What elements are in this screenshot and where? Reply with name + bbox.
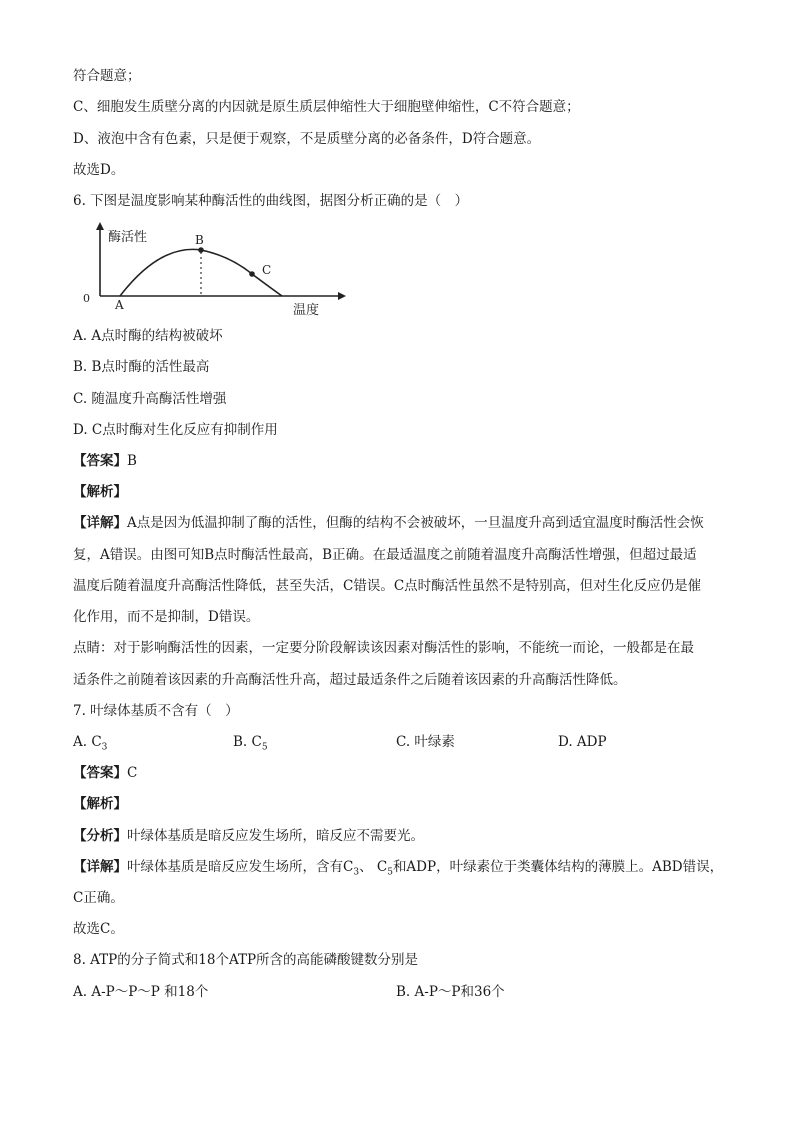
question-7-analysis-tag: 【解析】 [73,796,127,812]
x-axis-label: 温度 [293,303,320,318]
question-6-detail-line-3: 温度后随着温度升高酶活性降低，甚至失活，C错误。C点时酶活性虽然不是特别高，但对生化反应仍是催 [73,578,702,594]
question-7-option-c: C. 叶绿素 [396,734,455,750]
y-axis-label: 酶活性 [108,230,148,245]
question-7-answer [73,763,137,783]
answer-tag: 【答案】 [73,453,127,469]
detail-tag: 【详解】 [73,515,127,531]
fenxi-tag: 【分析】 [73,828,127,844]
question-7-option-b [233,732,268,758]
detail-subscript: 3 [353,867,360,878]
question-7-detail-line-2: C正确。 [73,890,124,906]
enzyme-activity-curve-svg [80,222,350,317]
text-line: 故选D。 [73,162,125,178]
detail-text: A点是因为低温抑制了酶的活性，但酶的结构不会被破坏，一旦温度升高到适宜温度时酶活性会恢 [127,515,704,531]
question-6-detail-line-2: 复，A错误。由图可知B点时酶活性最高，B正确。在最适温度之前随着温度升高酶活性增强，但超过最适 [73,547,697,563]
question-6-analysis-tag: 【解析】 [73,484,127,500]
question-6-option-b: B. B点时酶的活性最高 [73,359,210,375]
question-8-option-b: B. A-P～P和36个 [396,984,505,1000]
fenxi-text: 叶绿体基质是暗反应发生场所，暗反应不需要光。 [127,828,424,844]
point-b-marker [198,247,204,253]
question-6-option-d: D. C点时酶对生化反应有抑制作用 [73,422,278,438]
question-7-option-d: D. ADP [558,734,607,750]
point-c-label: C [262,263,272,277]
answer-value: C [127,765,138,781]
option-subscript: 3 [101,742,108,753]
question-6-detail-line-1 [73,513,704,533]
question-8-stem: 8. ATP的分子简式和18个ATP所含的高能磷酸键数分别是 [73,952,419,968]
text-line: D、液泡中含有色素，只是便于观察，不是质壁分离的必备条件，D符合题意。 [73,131,541,147]
point-b-label: B [195,233,204,247]
question-6-tip-line-2: 适条件之前随着该因素的升高酶活性升高，超过最适条件之后随着该因素的升高酶活性降低。 [73,672,627,688]
option-subscript: 5 [261,742,268,753]
question-7-fenxi [73,826,424,846]
enzyme-activity-figure [80,222,350,317]
option-text: B. C [233,734,262,750]
question-6-stem: 6. 下图是温度影响某种酶活性的曲线图，据图分析正确的是（ ） [73,193,469,209]
question-6-tip-line-1: 点睛：对于影响酶活性的因素，一定要分阶段解读该因素对酶活性的影响，不能统一而论，一般都是在最 [73,640,694,656]
point-a-label: A [115,298,124,312]
x-axis-arrow [338,292,346,300]
answer-value: B [127,453,137,469]
question-7-detail-line-1 [73,857,723,883]
detail-tag: 【详解】 [73,859,127,875]
origin-label: 0 [83,292,90,305]
question-6-detail-line-4: 化作用，而不是抑制，D错误。 [73,609,260,625]
question-8-option-a: A. A-P～P～P 和18个 [73,984,209,1000]
question-7-conclusion: 故选C。 [73,921,124,937]
question-6-option-c: C. 随温度升高酶活性增强 [73,391,227,407]
question-6-option-a: A. A点时酶的结构被破坏 [73,328,223,344]
detail-text: 和ADP，叶绿素位于类囊体结构的薄膜上。ABD错误， [392,859,724,875]
detail-subscript: 5 [387,867,393,878]
question-6-answer [73,451,137,471]
detail-text: 、 C [359,859,388,875]
y-axis-arrow [96,222,104,230]
answer-tag: 【答案】 [73,765,127,781]
question-7-option-a [73,732,107,758]
text-line: C、细胞发生质壁分离的内因就是原生质层伸缩性大于细胞壁伸缩性，C不符合题意； [73,99,580,115]
question-7-stem: 7. 叶绿体基质不含有（ ） [73,703,239,719]
detail-text: 叶绿体基质是暗反应发生场所，含有C [127,859,354,875]
option-text: A. C [73,734,102,750]
point-c-marker [249,271,255,277]
text-line: 符合题意； [73,68,141,84]
